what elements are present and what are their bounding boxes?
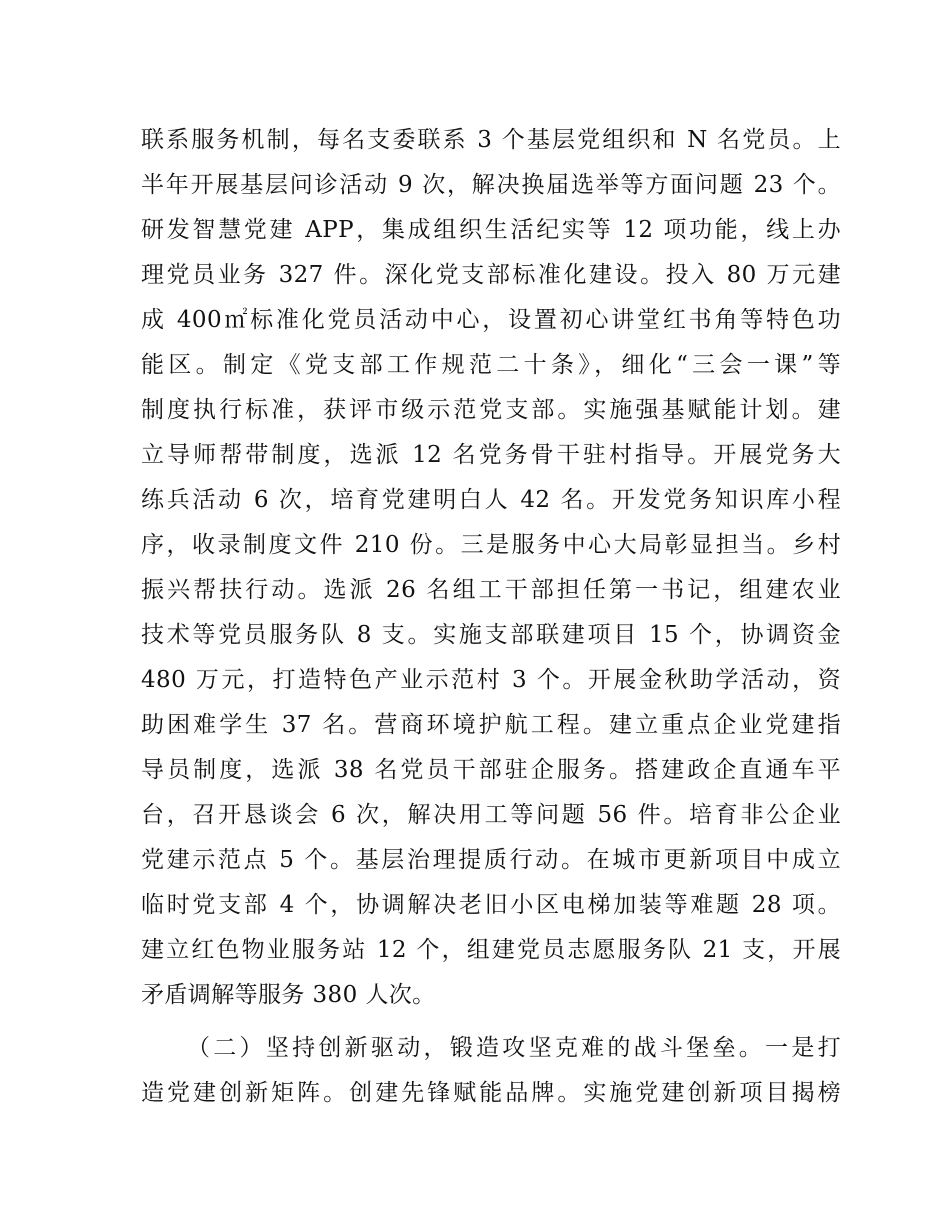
text-line: 助困难学生 37 名。营商环境护航工程。建立重点企业党建指 bbox=[141, 712, 841, 738]
text-line: 序，收录制度文件 210 份。三是服务中心大局彰显担当。乡村 bbox=[141, 532, 841, 558]
paragraph-gap bbox=[141, 1018, 841, 1026]
text-line: 能区。制定《党支部工作规范二十条》，细化“三会一课”等 bbox=[141, 352, 841, 378]
body-text bbox=[141, 118, 841, 1116]
text-line: 党建示范点 5 个。基层治理提质行动。在城市更新项目中成立 bbox=[141, 847, 841, 873]
text-line: 理党员业务 327 件。深化党支部标准化建设。投入 80 万元建 bbox=[141, 262, 841, 288]
text-line: 半年开展基层问诊活动 9 次，解决换届选举等方面问题 23 个。 bbox=[141, 172, 841, 198]
text-line: 立导师帮带制度，选派 12 名党务骨干驻村指导。开展党务大 bbox=[141, 442, 841, 468]
text-line: 临时党支部 4 个，协调解决老旧小区电梯加装等难题 28 项。 bbox=[141, 892, 841, 918]
text-line: 建立红色物业服务站 12 个，组建党员志愿服务队 21 支，开展 bbox=[141, 937, 841, 963]
text-line: 联系服务机制，每名支委联系 3 个基层党组织和 N 名党员。上 bbox=[141, 127, 841, 153]
text-line: 成 400㎡标准化党员活动中心，设置初心讲堂红书角等特色功 bbox=[141, 307, 841, 333]
text-line: 研发智慧党建 APP，集成组织生活纪实等 12 项功能，线上办 bbox=[141, 217, 841, 243]
paragraph-1 bbox=[141, 118, 841, 1018]
paragraph-2 bbox=[141, 1026, 841, 1116]
text-line: 振兴帮扶行动。选派 26 名组工干部担任第一书记，组建农业 bbox=[141, 577, 841, 603]
text-line: 造党建创新矩阵。创建先锋赋能品牌。实施党建创新项目揭榜 bbox=[141, 1080, 841, 1106]
text-line: 矛盾调解等服务 380 人次。 bbox=[141, 982, 436, 1008]
section-heading-line: （二）坚持创新驱动，锻造攻坚克难的战斗堡垒。一是打 bbox=[187, 1035, 841, 1061]
text-line: 制度执行标准，获评市级示范党支部。实施强基赋能计划。建 bbox=[141, 397, 841, 423]
text-line: 480 万元，打造特色产业示范村 3 个。开展金秋助学活动，资 bbox=[141, 667, 841, 693]
text-line: 练兵活动 6 次，培育党建明白人 42 名。开发党务知识库小程 bbox=[141, 487, 841, 513]
text-line: 技术等党员服务队 8 支。实施支部联建项目 15 个，协调资金 bbox=[141, 622, 841, 648]
text-line: 导员制度，选派 38 名党员干部驻企服务。搭建政企直通车平 bbox=[141, 757, 841, 783]
text-line: 台，召开恳谈会 6 次，解决用工等问题 56 件。培育非公企业 bbox=[141, 802, 841, 828]
